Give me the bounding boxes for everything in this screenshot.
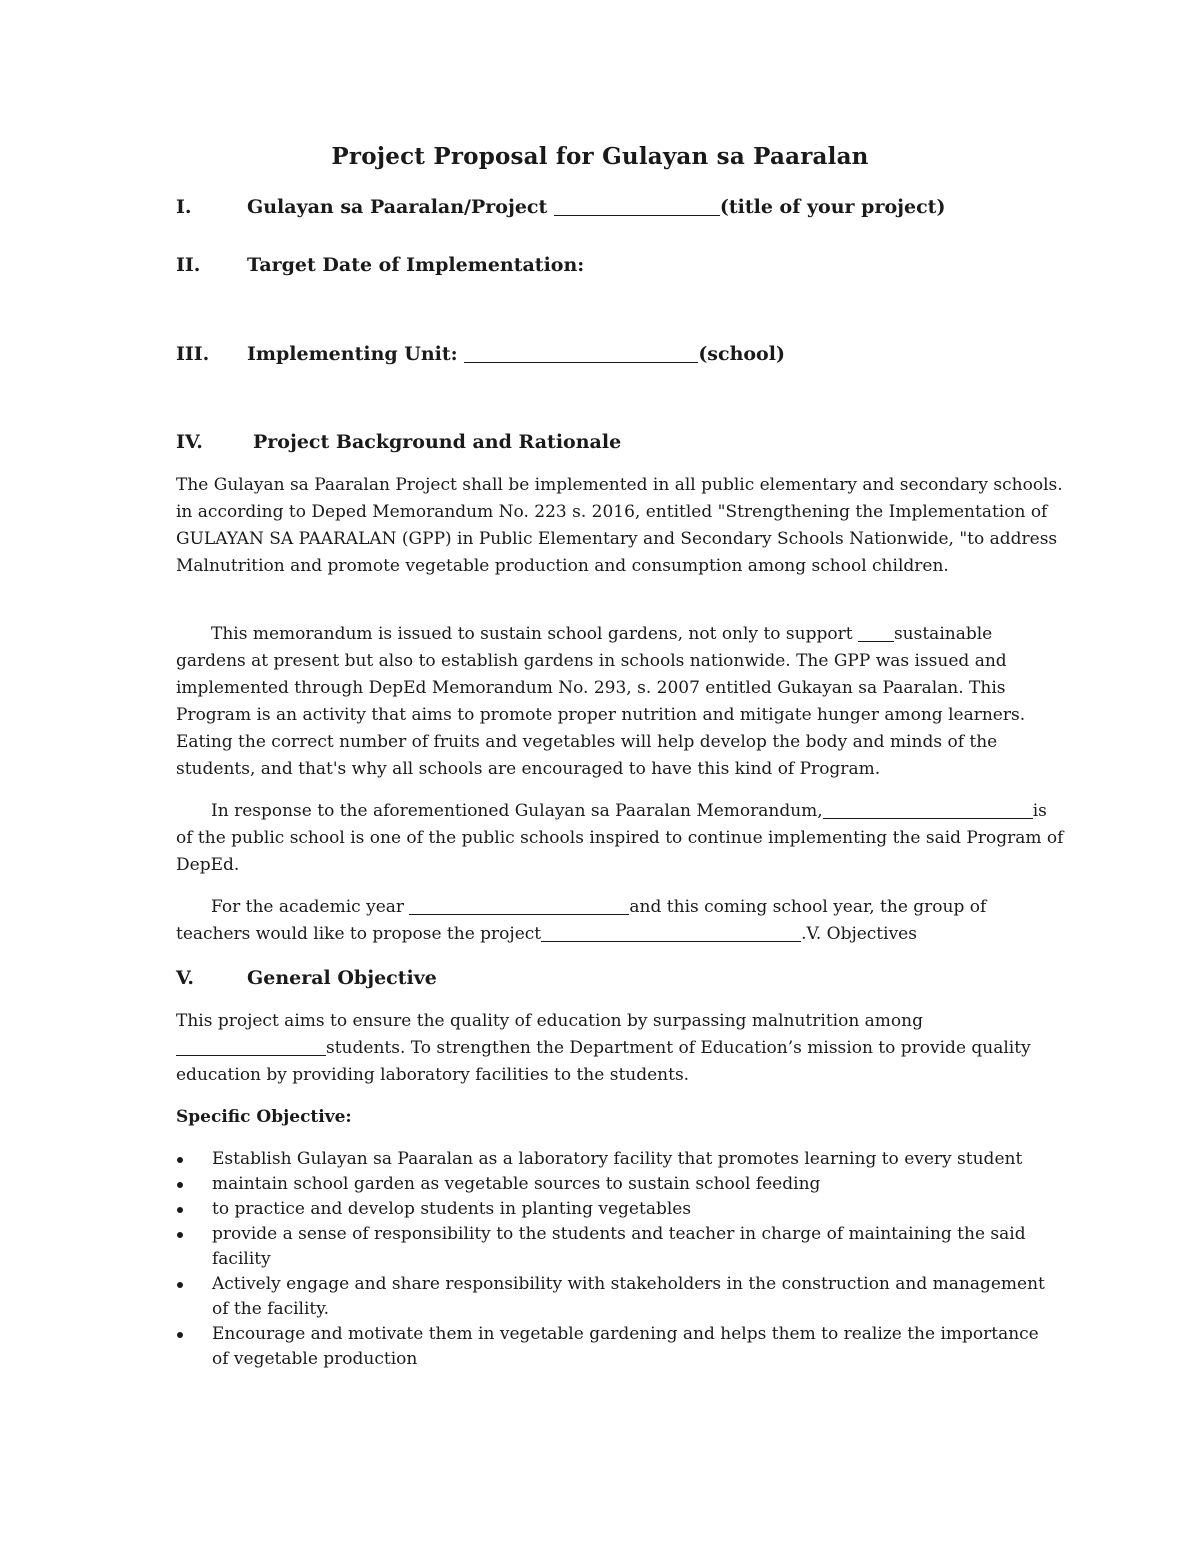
section-1-heading xyxy=(176,194,945,220)
academic-year-blank[interactable] xyxy=(409,896,629,915)
rationale-p4-end: .V. Objectives xyxy=(801,924,917,944)
section-3-heading xyxy=(176,341,785,367)
list-item xyxy=(176,1197,1056,1222)
rationale-p2-start: This memorandum is issued to sustain school gardens, not only to support xyxy=(211,624,858,644)
rationale-paragraph-4 xyxy=(176,894,1066,948)
list-item-text: provide a sense of responsibility to the students and teacher in charge of maintaining the said facility xyxy=(212,1224,1026,1269)
list-item xyxy=(176,1322,1056,1372)
list-item-text: Establish Gulayan sa Paaralan as a laboratory facility that promotes learning to every student xyxy=(212,1149,1023,1169)
bullet-icon xyxy=(177,1332,183,1338)
section-4-number: IV. xyxy=(176,431,203,453)
list-item-text: Actively engage and share responsibility with stakeholders in the construction and management of the facility. xyxy=(212,1274,1045,1319)
rationale-p3-start: In response to the aforementioned Gulayan sa Paaralan Memorandum, xyxy=(211,801,823,821)
rationale-p4-mid: and this coming school year, the group of teachers would like to propose the project xyxy=(176,897,987,944)
section-3-hint: (school) xyxy=(698,343,785,365)
bullet-icon xyxy=(177,1282,183,1288)
general-objective-rest: students. To strengthen the Department of Education’s mission to provide quality education by providing laboratory facilities to the students. xyxy=(176,1038,1031,1085)
list-item xyxy=(176,1272,1056,1322)
list-item xyxy=(176,1222,1056,1272)
list-item-text: Encourage and motivate them in vegetable gardening and helps them to realize the importance of vegetable production xyxy=(212,1324,1039,1369)
bullet-icon xyxy=(177,1207,183,1213)
section-4-label: Project Background and Rationale xyxy=(253,431,622,453)
rationale-paragraph-3 xyxy=(176,798,1066,879)
section-3-label: Implementing Unit: xyxy=(247,343,465,365)
section-1-number: I. xyxy=(176,196,192,218)
project-title-blank[interactable] xyxy=(554,197,720,216)
grade-level-blank[interactable] xyxy=(176,1037,326,1056)
list-item-text: maintain school garden as vegetable sources to sustain school feeding xyxy=(212,1174,821,1194)
school-name-blank[interactable] xyxy=(464,344,698,363)
section-5-label: General Objective xyxy=(247,967,437,989)
list-item xyxy=(176,1147,1056,1172)
section-2-heading xyxy=(176,252,584,278)
list-item xyxy=(176,1172,1056,1197)
bullet-icon xyxy=(177,1232,183,1238)
list-item-text: to practice and develop students in planting vegetables xyxy=(212,1199,692,1219)
section-2-number: II. xyxy=(176,254,201,276)
support-blank[interactable] xyxy=(858,623,894,642)
project-name-blank[interactable] xyxy=(541,923,801,942)
bullet-icon xyxy=(177,1182,183,1188)
section-4-heading xyxy=(176,429,621,455)
rationale-p3-rest: is of the public school is one of the public schools inspired to continue implementing the said Program of DepEd. xyxy=(176,801,1064,875)
school-blank[interactable] xyxy=(823,800,1033,819)
rationale-p2-rest: sustainable gardens at present but also to establish gardens in schools nationwide. The GPP was issued and implemented through DepEd Memorandum No. 293, s. 2007 entitled Gukayan sa Paaralan. This Program is an activity that aims to promote proper nutrition and mitigate hunger among learners. Eating the correct number of fruits and vegetables will help develop the body and minds of the students, and that's why all schools are encouraged to have this kind of Program. xyxy=(176,624,1026,779)
section-5-number: V. xyxy=(176,967,195,989)
general-objective-paragraph xyxy=(176,1008,1066,1089)
page-title: Project Proposal for Gulayan sa Paaralan xyxy=(331,143,869,170)
section-5-heading xyxy=(176,965,437,991)
rationale-paragraph-2 xyxy=(176,621,1066,783)
rationale-paragraph-1: The Gulayan sa Paaralan Project shall be implemented in all public elementary and secondary schools. in according to Deped Memorandum No. 223 s. 2016, entitled "Strengthening the Implementation of GULAYAN SA PAARALAN (GPP) in Public Elementary and Secondary Schools Nationwide, "to address Malnutrition and promote vegetable production and consumption among school children. xyxy=(176,475,1063,576)
bullet-icon xyxy=(177,1157,183,1163)
section-3-number: III. xyxy=(176,343,210,365)
general-objective-start: This project aims to ensure the quality of education by surpassing malnutrition among xyxy=(176,1011,923,1031)
section-1-hint: (title of your project) xyxy=(719,196,946,218)
specific-objective-list xyxy=(176,1147,1056,1372)
section-2-label: Target Date of Implementation: xyxy=(247,254,585,276)
specific-objective-label: Specific Objective: xyxy=(176,1107,352,1127)
rationale-p4-start: For the academic year xyxy=(211,897,410,917)
section-1-label: Gulayan sa Paaralan/Project xyxy=(247,196,554,218)
